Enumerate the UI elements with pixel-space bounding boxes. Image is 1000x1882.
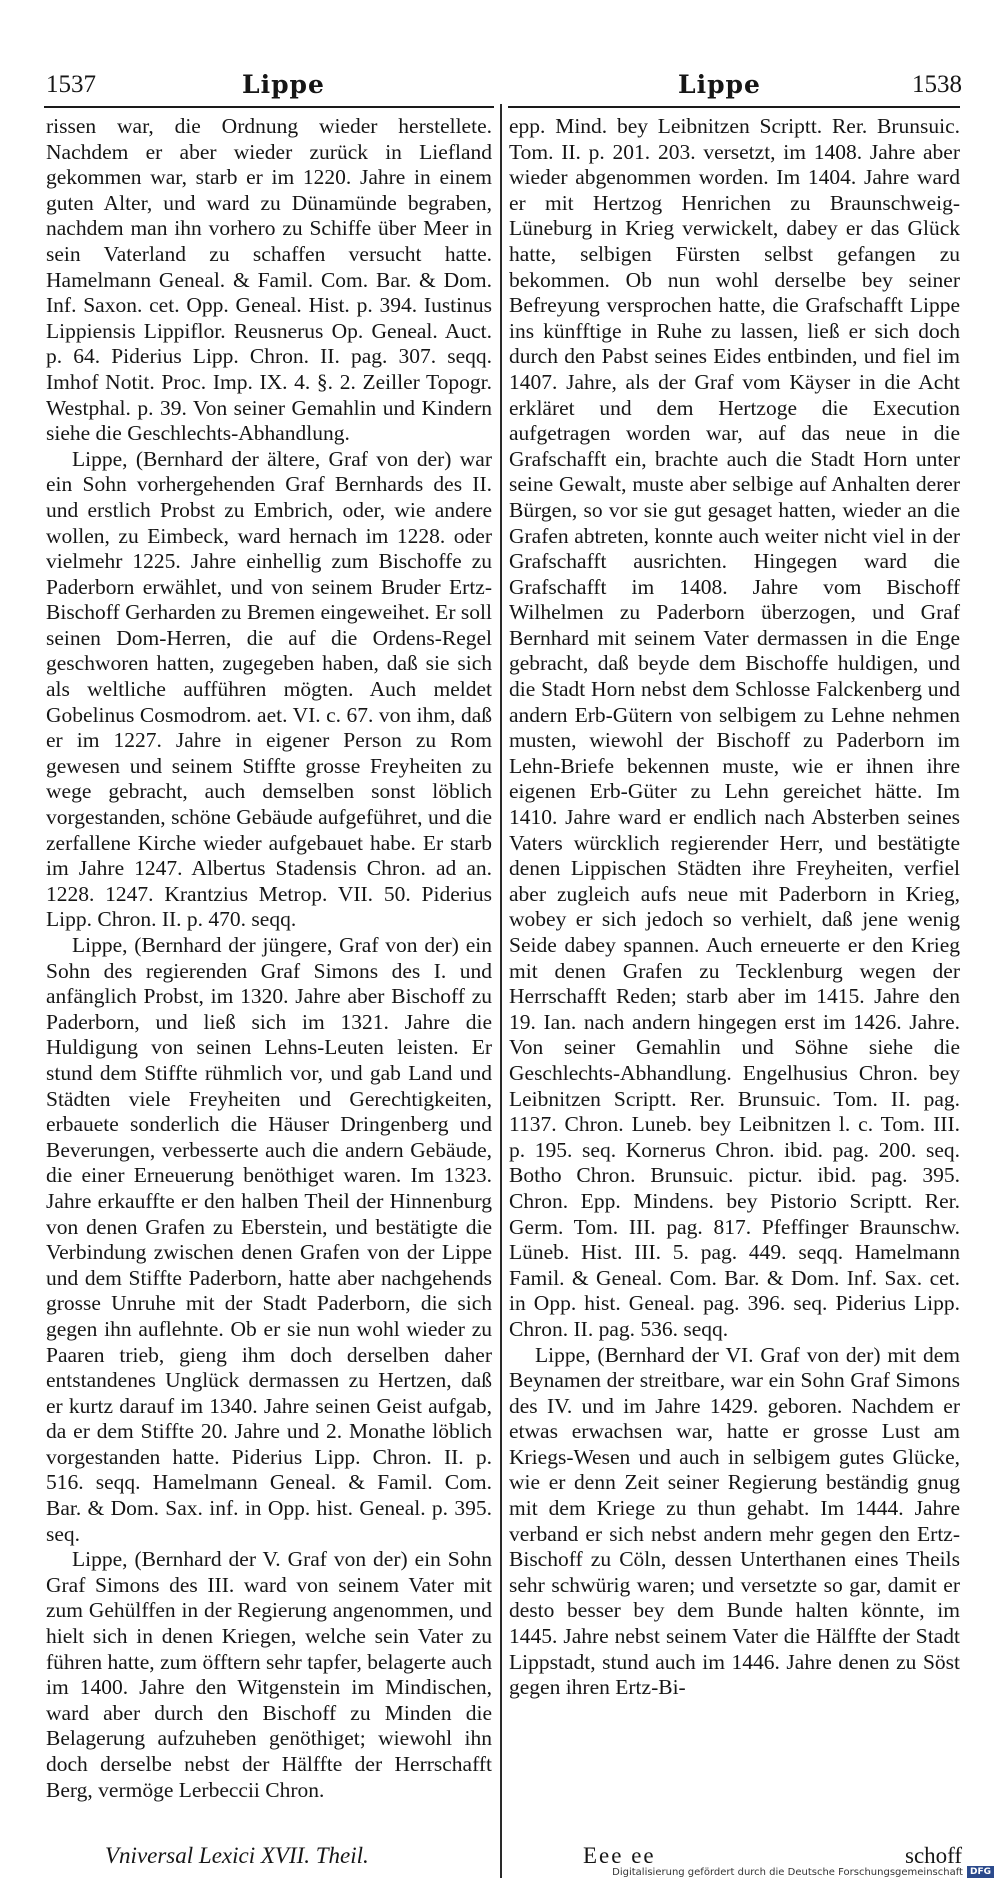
header-rule-right xyxy=(508,106,960,108)
volume-signature: Vniversal Lexici XVII. Theil. xyxy=(105,1843,369,1868)
page-number-left: 1537 xyxy=(46,71,96,98)
text-column-right xyxy=(509,114,960,1701)
entry-bernhard-vi: Lippe, (Bernhard der VI. Graf von der) mit dem Beynamen der streitbare, war ein Sohn Graf Simons des IV. und im Jahre 1429. geboren. Nachdem er etwas erwachsen war, hatte er grosse Lust am Kriegs-Wesen und auch in selbigem gutes Glücke, wie er denn Zeit seiner Regierung beständig gnug mit dem Kriege zu thun gehabt. Im 1444. Jahre verband er sich nebst andern mehr gegen den Ertz-Bischoff zu Cöln, dessen Unterthanen eines Theils sehr schwürig waren; und versetzte so gar, damit er desto besser bey dem Bunde halten könnte, im 1445. Jahre nebst seinem Vater die Hälffte der Stadt Lippstadt, stund auch im 1446. Jahre denen zu Söst gegen ihren Ertz-Bi- xyxy=(509,1342,960,1700)
entry-bernhard-v: Lippe, (Bernhard der V. Graf von der) ein Sohn Graf Simons des III. ward von seinem Vater mit zum Gehülffen in der Regierung angenommen, und hielt sich in denen Kriegen, welche sein Vater zu führen hatte, zum öfftern sehr tapfer, belagerte auch im 1400. Jahre den Witgenstein im Mindischen, ward aber durch den Bischoff zu Minden die Belagerung aufzuheben genöthiget; wiewohl ihn doch derselbe nebst der Hälffte der Herrschafft Berg, vermöge Lerbeccii Chron. xyxy=(46,1547,492,1802)
page-header xyxy=(46,68,962,106)
running-title-left: Lippe xyxy=(242,70,325,99)
dfg-logo-icon: DFG xyxy=(967,1866,994,1878)
column-divider xyxy=(500,104,502,1878)
text-column-left xyxy=(46,114,492,1803)
paragraph-continuation: rissen war, die Ordnung wieder herstellete. Nachdem er aber wieder zurück in Liefland gekommen war, starb er im 1220. Jahre in einem guten Alter, und ward zu Dünamünde begraben, nachdem man ihn vorhero zu Schiffe über Meer in sein Vaterland zu schaffen versucht hatte. Hamelmann Geneal. & Famil. Com. Bar. & Dom. Inf. Saxon. cet. Opp. Geneal. Hist. p. 394. Iustinus Lippiensis Lippiflor. Reusnerus Op. Geneal. Auct. p. 64. Piderius Lipp. Chron. II. pag. 307. seqq. Imhof Notit. Proc. Imp. IX. 4. §. 2. Zeiller Topogr. Westphal. p. 39. Von seiner Gemahlin und Kindern siehe die Geschlechts-Abhandlung. xyxy=(46,114,492,446)
entry-bernhard-juengere: Lippe, (Bernhard der jüngere, Graf von der) ein Sohn des regierenden Graf Simons des I. und anfänglich Probst, im 1320. Jahre aber Bischoff zu Paderborn, und ließ sich im 1321. Jahre die Huldigung von seinen Lehns-Leuten leisten. Er stund dem Stiffte rühmlich vor, und gab Land und Städten viele Freyheiten und Gerechtigkeiten, erbauete sonderlich die Häuser Dringenberg und Beverungen, verbesserte auch die andern Gebäude, die einer Erneuerung benöthiget waren. Im 1323. Jahre erkauffte er den halben Theil der Hinnenburg von denen Grafen zu Eberstein, und bestätigte die Verbindung zwischen denen Grafen von der Lippe und dem Stiffte Paderborn, hatte aber nachgehends grosse Unruhe mit der Stadt Paderborn, die sich gegen ihn auflehnte. Ob er sie nun wohl wieder zu Paaren trieb, gieng ihm doch derselben daher entstandenes Unglück dermassen zu Hertzen, daß er kurtz darauf im 1340. Jahre seinen Geist aufgab, da er dem Stiffte 20. Jahre und 2. Monathe löblich vorgestanden hatte. Piderius Lipp. Chron. II. p. 516. seqq. Hamelmann Geneal. & Famil. Com. Bar. & Dom. Sax. inf. in Opp. hist. Geneal. p. 395. seq. xyxy=(46,933,492,1546)
page-number-right: 1538 xyxy=(912,71,962,98)
signature-mark: Eee ee xyxy=(583,1843,656,1868)
catchword: schoff xyxy=(905,1843,963,1868)
running-title-right: Lippe xyxy=(678,70,761,99)
digitization-footer xyxy=(612,1866,994,1878)
paragraph-continuation-right: epp. Mind. bey Leibnitzen Scriptt. Rer. Brunsuic. Tom. II. p. 201. 203. versetzt, im 1408. Jahre aber wieder abgenommen worden. Im 1404. Jahre ward er mit Hertzog Henrichen zu Braunschweig-Lüneburg in Krieg verwickelt, dabey er das Glück hatte, selbigen Fürsten selbst gefangen zu bekommen. Ob nun wohl derselbe bey seiner Befreyung versprochen hatte, die Grafschafft Lippe ins künfftige in Ruhe zu lassen, ließ er sich doch durch den Pabst seines Eides entbinden, und fiel im 1407. Jahre, als der Graf vom Käyser in die Acht erkläret und dem Hertzoge die Execution aufgetragen worden war, auf das neue in die Grafschafft ein, brachte auch die Stadt Horn unter seine Gewalt, muste aber selbige auf Anhalten derer Bürgen, so vor sie gut gesaget hatten, wieder an die Grafen abtreten, konnte auch weiter nicht viel in der Grafschafft ausrichten. Hingegen ward die Grafschafft im 1408. Jahre vom Bischoff Wilhelmen zu Paderborn überzogen, und Graf Bernhard mit seinem Vater dermassen in die Enge gebracht, daß beyde dem Bischoffe huldigen, und die Stadt Horn nebst dem Schlosse Falckenberg und andern Erb-Gütern von selbigem zu Lehne nehmen musten, wiewohl der Bischoff zu Paderborn im Lehn-Briefe bekennen muste, wie er ihnen ihre eigenen Erb-Güter zu Lehn gereichet hätte. Im 1410. Jahre ward er endlich nach Absterben seines Vaters würcklich regierender Herr, und bestätigte denen Lippischen Städten ihre Freyheiten, verfiel aber zugleich aufs neue mit Paderborn in Krieg, wobey er sich jedoch so verhielt, daß jene wenig Seide dabey spannen. Auch erneuerte er den Krieg mit denen Grafen zu Tecklenburg wegen der Herrschafft Reden; starb aber im 1415. Jahre den 19. Ian. nach andern hingegen erst im 1426. Jahre. Von seiner Gemahlin und Söhne siehe die Geschlechts-Abhandlung. Engelhusius Chron. bey Leibnitzen Scriptt. Rer. Brunsuic. Tom. II. pag. 1137. Chron. Luneb. bey Leibnitzen l. c. Tom. III. p. 195. seq. Kornerus Chron. ibid. pag. 200. seq. Botho Chron. Brunsuic. pictur. ibid. pag. 395. Chron. Epp. Mindens. bey Pistorio Scriptt. Rer. Germ. Tom. III. pag. 817. Pfeffinger Braunschw. Lüneb. Hist. III. 5. pag. 449. seqq. Hamelmann Famil. & Geneal. Com. Bar. & Dom. Inf. Sax. cet. in Opp. hist. Geneal. pag. 396. seq. Piderius Lipp. Chron. II. pag. 536. seqq. xyxy=(509,114,960,1341)
header-rule-left xyxy=(44,106,494,108)
footer-text: Digitalisierung gefördert durch die Deutsche Forschungsgemeinschaft xyxy=(612,1866,963,1878)
entry-bernhard-aeltere: Lippe, (Bernhard der ältere, Graf von der) war ein Sohn vorhergehenden Graf Bernhards des II. und erstlich Probst zu Embrich, oder, wie andere wollen, zu Eimbeck, ward hernach im 1228. oder vielmehr 1225. Jahre einhellig zum Bischoffe zu Paderborn erwählet, und von seinem Bruder Ertz-Bischoff Gerharden zu Bremen eingeweihet. Er soll seinen Dom-Herren, die auf die Ordens-Regel geschworen hatten, zugegeben haben, daß sie sich als weltliche aufführen mögten. Auch meldet Gobelinus Cosmodrom. aet. VI. c. 67. von ihm, daß er im 1227. Jahre in eigener Person zu Rom gewesen und seinem Stiffte grosse Freyheiten zu wege gebracht, auch demselben sonst löblich vorgestanden, schöne Gebäude aufgeführet, und die zerfallene Kirche wieder aufgebauet habe. Er starb im Jahre 1247. Albertus Stadensis Chron. ad an. 1228. 1247. Krantzius Metrop. VII. 50. Piderius Lipp. Chron. II. p. 470. seqq. xyxy=(46,446,492,932)
